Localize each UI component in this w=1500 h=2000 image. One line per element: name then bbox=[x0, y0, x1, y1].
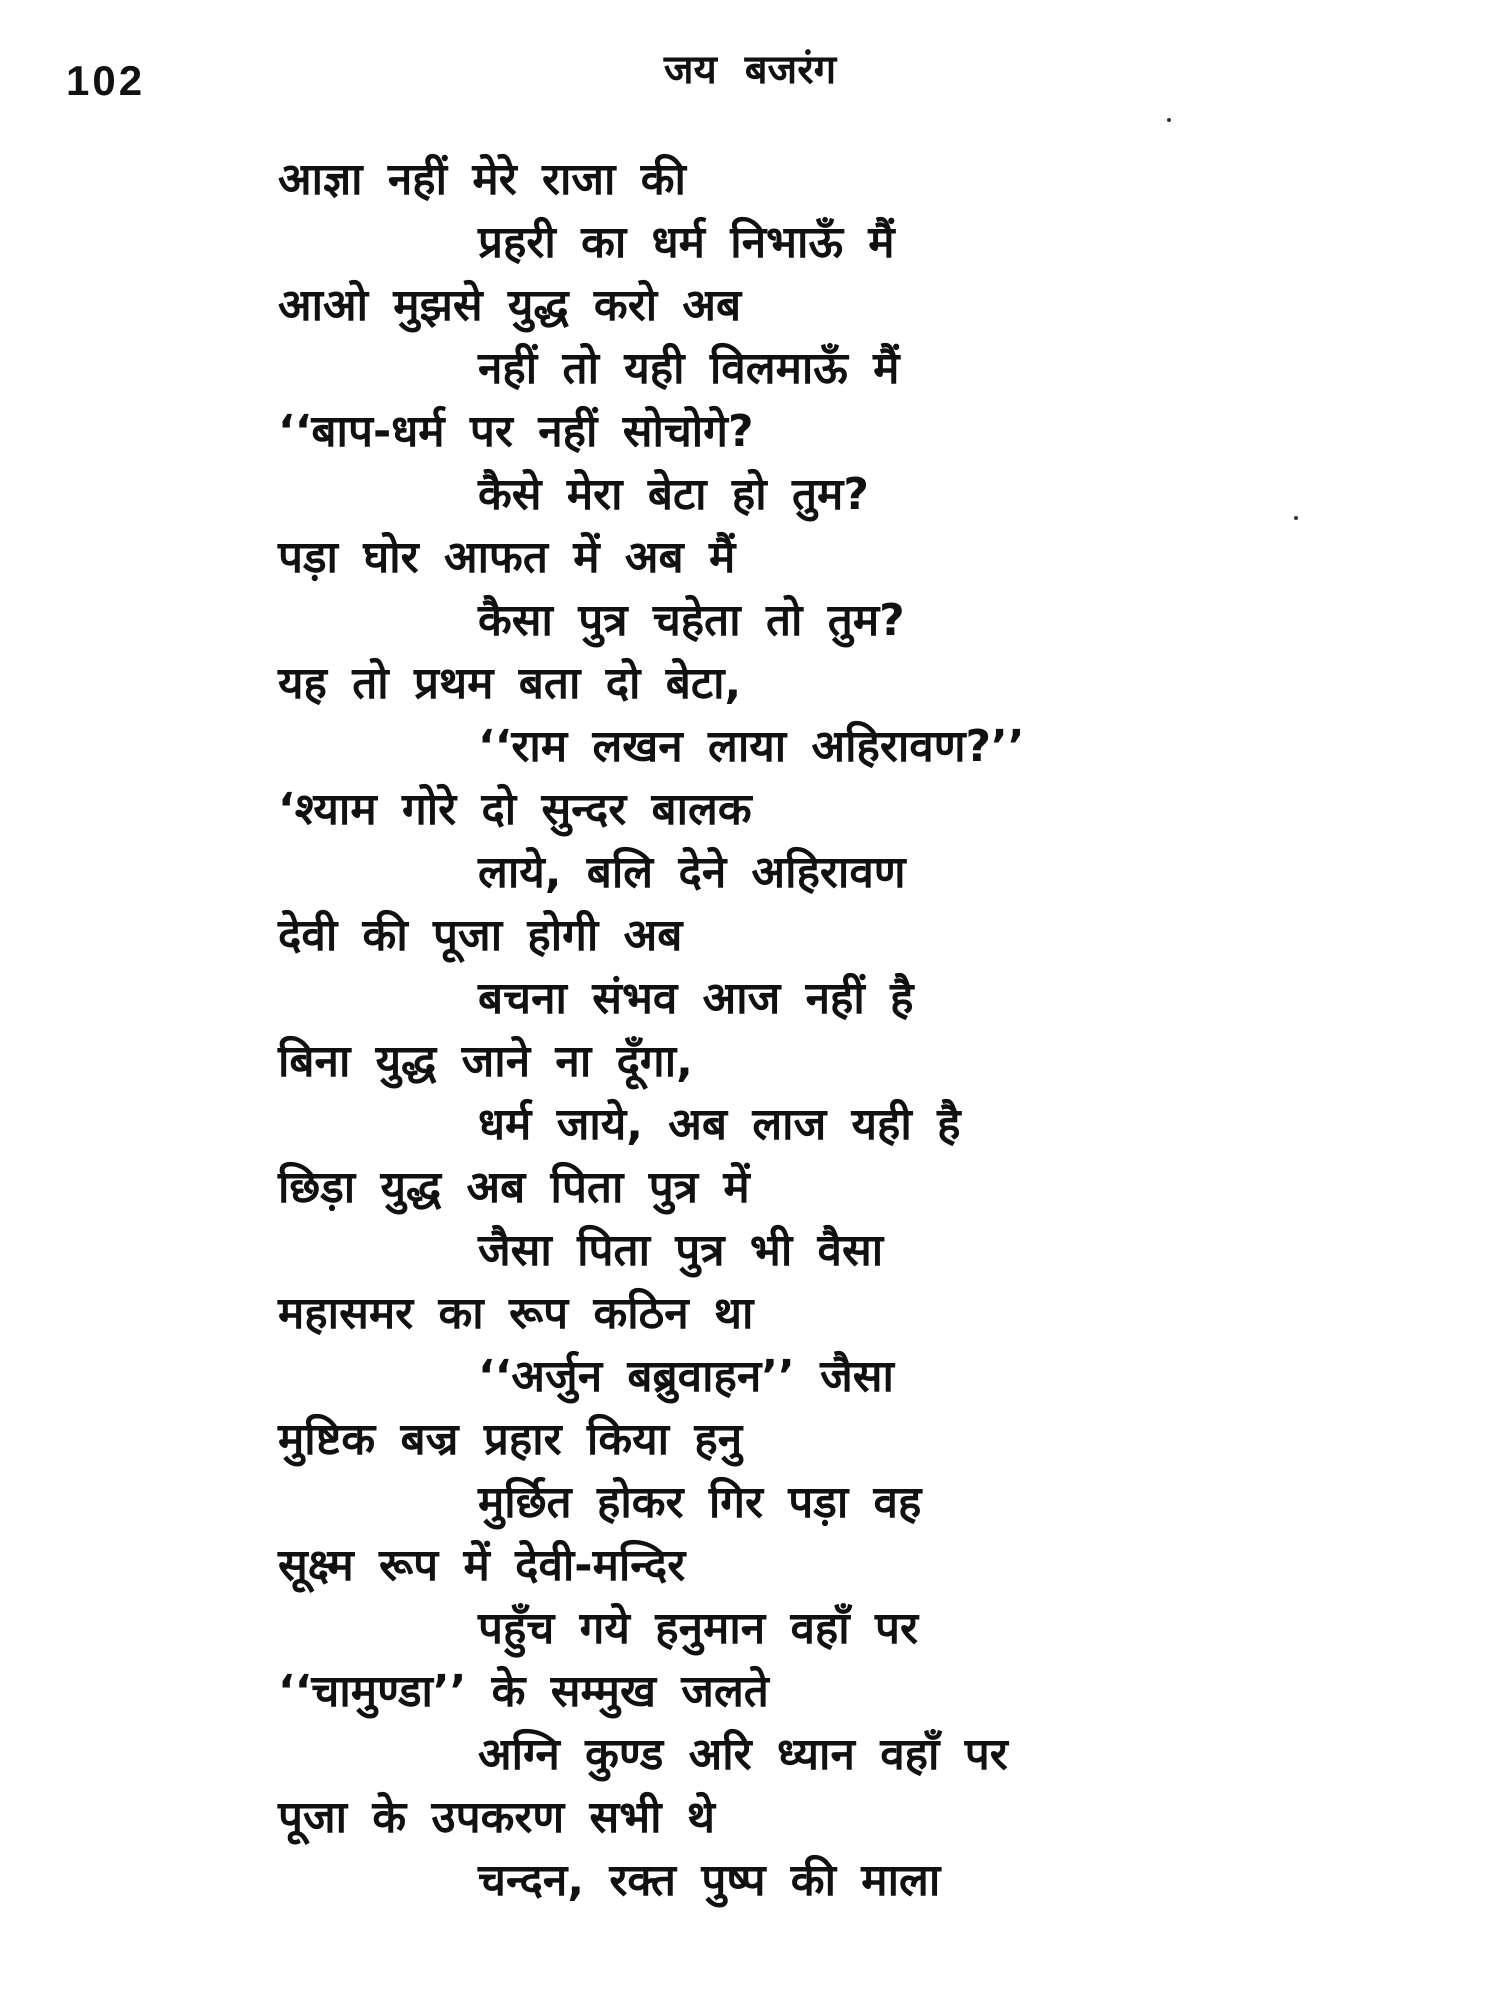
verse-line: पूजा के उपकरण सभी थे bbox=[278, 1792, 715, 1843]
verse-line: आज्ञा नहीं मेरे राजा की bbox=[278, 154, 686, 205]
scan-speck bbox=[1294, 516, 1298, 520]
verse-line: ‘‘अर्जुन बब्रुवाहन’’ जैसा bbox=[478, 1351, 894, 1402]
verse-line: जैसा पिता पुत्र भी वैसा bbox=[478, 1225, 884, 1276]
verse-line: ‘‘राम लखन लाया अहिरावण?’’ bbox=[478, 721, 1025, 772]
verse-line: यह तो प्रथम बता दो बेटा, bbox=[278, 658, 742, 709]
verse-line: कैसा पुत्र चहेता तो तुम? bbox=[478, 595, 905, 646]
verse-line: मुष्टिक बज्र प्रहार किया हनु bbox=[278, 1414, 743, 1465]
running-title: जय बजरंग bbox=[663, 47, 837, 93]
page-number: 102 bbox=[66, 57, 146, 104]
verse-line: लाये, बलि देने अहिरावण bbox=[478, 847, 906, 898]
verse-line: देवी की पूजा होगी अब bbox=[278, 910, 683, 961]
verse-line: सूक्ष्म रूप में देवी-मन्दिर bbox=[278, 1540, 686, 1591]
verse-line: अग्नि कुण्ड अरि ध्यान वहाँ पर bbox=[478, 1729, 1008, 1780]
verse-line: बिना युद्ध जाने ना दूँगा, bbox=[278, 1036, 693, 1087]
verse-line: चन्दन, रक्त पुष्प की माला bbox=[478, 1855, 941, 1906]
verse-line: छिड़ा युद्ध अब पिता पुत्र में bbox=[278, 1162, 750, 1213]
verse-line: धर्म जाये, अब लाज यही है bbox=[478, 1099, 961, 1150]
verse-line: आओ मुझसे युद्ध करो अब bbox=[278, 280, 742, 331]
verse-line: पड़ा घोर आफत में अब मैं bbox=[278, 532, 736, 583]
verse-line: कैसे मेरा बेटा हो तुम? bbox=[478, 469, 869, 520]
verse-line: प्रहरी का धर्म निभाऊँ मैं bbox=[478, 217, 895, 268]
verse-line: ‘‘चामुण्डा’’ के सम्मुख जलते bbox=[278, 1666, 769, 1717]
verse-line: महासमर का रूप कठिन था bbox=[278, 1288, 754, 1339]
verse-line: पहुँच गये हनुमान वहाँ पर bbox=[478, 1603, 918, 1654]
verse-line: ‘श्याम गोरे दो सुन्दर बालक bbox=[278, 784, 752, 835]
verse-line: मुर्छित होकर गिर पड़ा वह bbox=[478, 1477, 922, 1528]
verse-line: बचना संभव आज नहीं है bbox=[478, 973, 914, 1024]
verse-line: ‘‘बाप-धर्म पर नहीं सोचोगे? bbox=[278, 406, 754, 457]
verse-line: नहीं तो यही विलमाऊँ मैं bbox=[478, 343, 900, 394]
scan-speck bbox=[1167, 118, 1171, 122]
